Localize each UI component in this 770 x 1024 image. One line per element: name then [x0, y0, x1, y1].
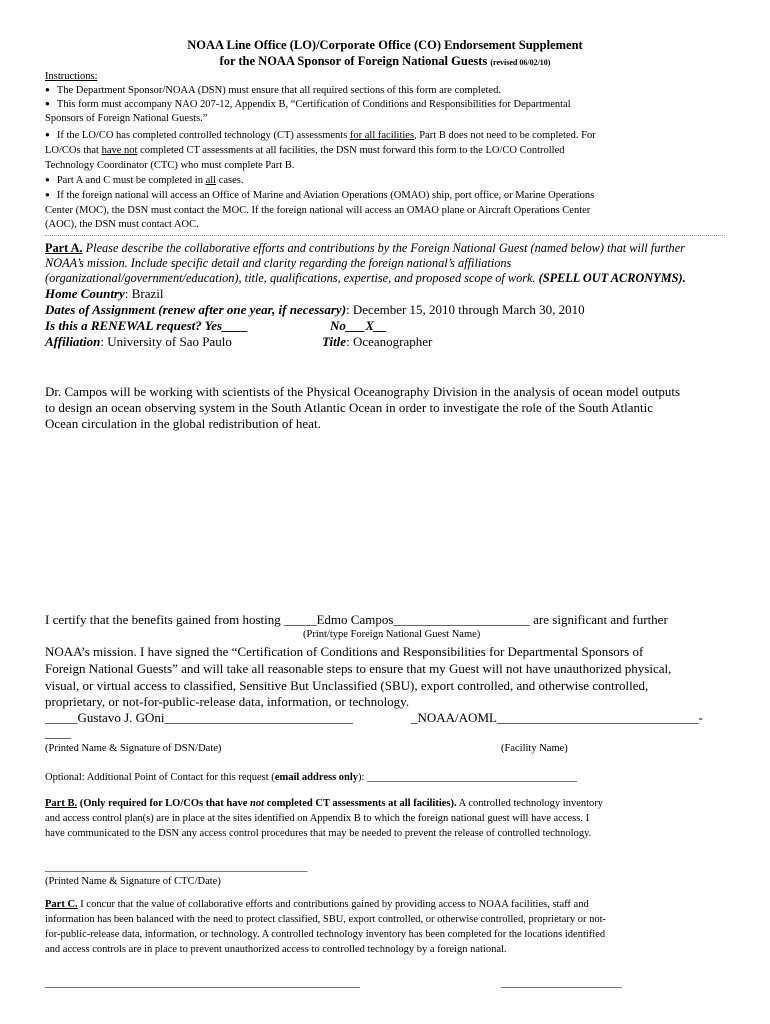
part-a-intro-line2: NOAA’s mission. Include specific detail and clarity regarding the foreign national’s affiliations	[45, 256, 512, 270]
dsn-caption: (Printed Name & Signature of DSN/Date)	[45, 743, 222, 754]
instruction-bullet-2-cont: Sponsors of Foreign National Guests.”	[45, 113, 208, 124]
description-line2: to design an ocean observing system in the South Atlantic Ocean in order to investigate the role of the South Atlantic	[45, 400, 653, 415]
dates-value: : December 15, 2010 through March 30, 2010	[346, 302, 585, 317]
part-c-label: Part C.	[45, 899, 78, 910]
part-c-line3: for-public-release data, information, or technology. A controlled technology inventory has been completed for the locations identified	[45, 929, 606, 940]
renewal-no: No___X__	[330, 318, 388, 333]
section-divider	[45, 235, 725, 236]
optional-contact: Optional: Additional Point of Contact for this request (email address only): ________________________________________	[45, 772, 578, 783]
part-c-line1: Part C. I concur that the value of collaborative efforts and contributions gained by providing access to NOAA facilities, staff and	[45, 899, 589, 910]
instruction-bullet-5-cont2: (AOC), the DSN must contact AOC.	[45, 219, 199, 230]
certify-line1: I certify that the benefits gained from hosting _____Edmo Campos_____________________ are significant and further	[45, 612, 668, 627]
instruction-bullet-5-cont1: Center (MOC), the DSN must contact the MOC. If the foreign national will access an OMAO plane or Aircraft Operations Center	[45, 205, 591, 216]
dsn-signature-line: _____Gustavo J. GOni_____________________________	[45, 710, 354, 725]
facility-line-cont: ____	[45, 725, 71, 740]
form-title-text: for the NOAA Sponsor of Foreign National Guests	[219, 54, 488, 68]
part-b-line2: and access control plan(s) are in place at the sites identified on Appendix B to which the foreign national guest will have access. I	[45, 813, 590, 824]
part-b-label: Part B.	[45, 798, 78, 809]
facility-name-line: _NOAA/AOML_______________________________-	[411, 710, 703, 725]
home-country-field: Home Country: Brazil	[45, 286, 164, 301]
ctc-signature-line: __________________________________________________	[45, 862, 308, 873]
affiliation-value: : University of Sao Paulo	[100, 334, 232, 349]
instruction-bullet-4: ● Part A and C must be completed in all cases.	[45, 175, 243, 186]
revision-date: (revised 06/02/10)	[490, 58, 551, 67]
part-a-intro-line1: Part A. Please describe the collaborative efforts and contributions by the Foreign National Guest (named below) that will further	[45, 241, 685, 255]
form-title-line2	[0, 54, 770, 69]
instruction-bullet-3: ● If the LO/CO has completed controlled technology (CT) assessments for all facilities, Part B does not need to be completed. For	[45, 130, 596, 141]
part-b-line3: have communicated to the DSN any access control procedures that may be needed to prevent the release of controlled technology.	[45, 828, 592, 839]
instruction-bullet-1: ● The Department Sponsor/NOAA (DSN) must ensure that all required sections of this form are completed.	[45, 85, 501, 96]
instruction-bullet-2: ● This form must accompany NAO 207-12, Appendix B, “Certification of Conditions and Responsibilities for Departmental	[45, 99, 571, 110]
part-c-signature-line: ____________________________________________________________	[45, 978, 360, 989]
guest-name-caption: (Print/type Foreign National Guest Name)	[303, 629, 481, 640]
title-field: Title: Oceanographer	[322, 334, 433, 349]
dates-field: Dates of Assignment (renew after one year, if necessary): December 15, 2010 through March 30, 2010	[45, 302, 585, 317]
certify-line3: Foreign National Guests” and will take all reasonable steps to ensure that my Guest will not have unauthorized physical,	[45, 661, 672, 676]
part-c-date-line: _______________________	[501, 978, 622, 989]
description-line3: Ocean circulation in the global redistribution of heat.	[45, 416, 321, 431]
description-line1: Dr. Campos will be working with scientists of the Physical Oceanography Division in the analysis of ocean model outputs	[45, 384, 681, 399]
part-b-heading: Part B. (Only required for LO/COs that have not completed CT assessments at all facilities). A controlled technology inventory	[45, 798, 604, 809]
title-value: : Oceanographer	[346, 334, 433, 349]
home-country-value: : Brazil	[124, 286, 164, 301]
renewal-yes: Is this a RENEWAL request? Yes____	[45, 318, 249, 333]
certify-line4: visual, or virtual access to classified, Sensitive But Unclassified (SBU), export controlled, and otherwise controlled,	[45, 678, 649, 693]
certify-line2: NOAA’s mission. I have signed the “Certification of Conditions and Responsibilities for Departmental Sponsors of	[45, 644, 644, 659]
part-a-intro-line3: (organizational/government/education), title, qualifications, expertise, and proposed scope of work. (SPELL OUT ACRONYMS).	[45, 271, 686, 285]
ctc-caption: (Printed Name & Signature of CTC/Date)	[45, 876, 221, 887]
part-c-line2: information has been balanced with the need to protect classified, SBU, export controlled, or otherwise controlled, proprietary or not-	[45, 914, 606, 925]
certify-line5: proprietary, or not-for-public-release data, information, or technology.	[45, 694, 410, 709]
part-c-line4: and access controls are in place to prevent unauthorized access to controlled technology by a foreign national.	[45, 944, 507, 955]
instruction-bullet-3-cont2: Technology Coordinator (CTC) who must complete Part B.	[45, 160, 295, 171]
facility-caption: (Facility Name)	[501, 743, 568, 754]
instructions-heading: Instructions:	[45, 71, 98, 82]
affiliation-field: Affiliation: University of Sao Paulo	[45, 334, 232, 349]
form-title-line1: NOAA Line Office (LO)/Corporate Office (CO) Endorsement Supplement	[187, 38, 583, 52]
instruction-bullet-5: ● If the foreign national will access an Office of Marine and Aviation Operations (OMAO) ship, port office, or Marine Operations	[45, 190, 594, 201]
spell-out-acronyms-note: (SPELL OUT ACRONYMS).	[538, 271, 686, 285]
instruction-bullet-3-cont1: LO/COs that have not completed CT assessments at all facilities, the DSN must forward this form to the LO/CO Controlled	[45, 145, 565, 156]
part-a-label: Part A.	[45, 241, 83, 255]
